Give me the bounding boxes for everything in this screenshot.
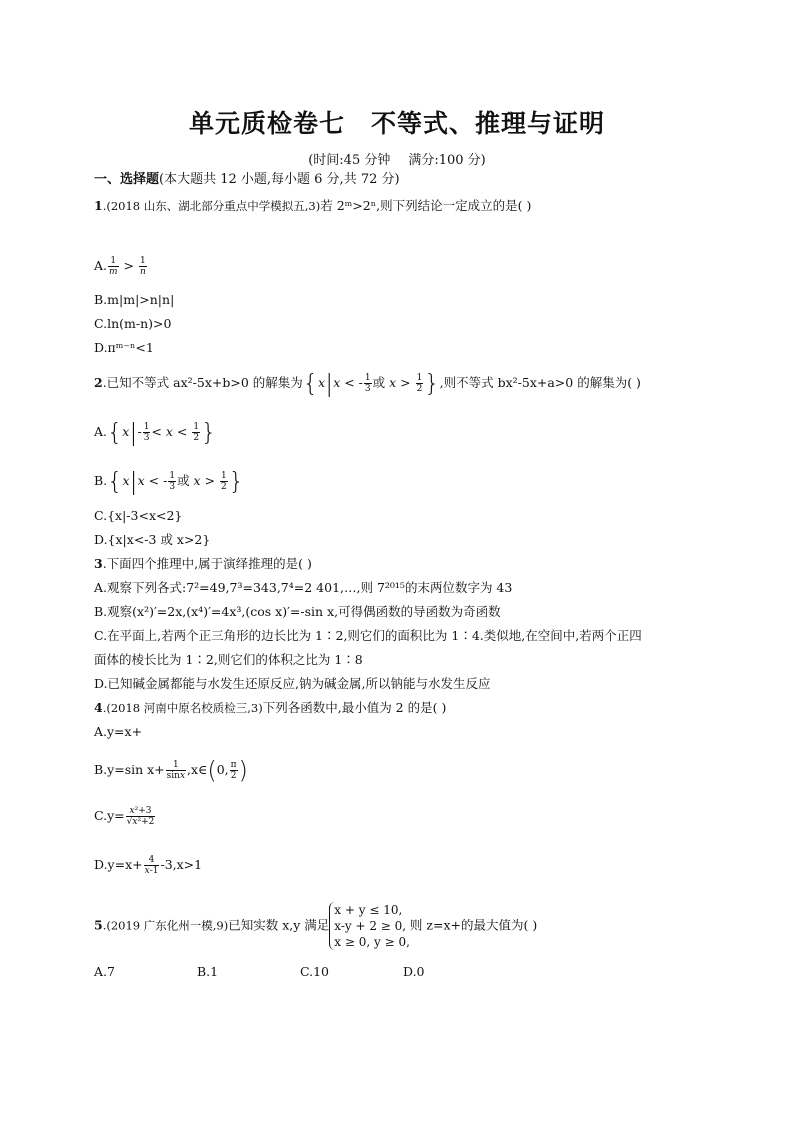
exam-score: 满分:100 分) xyxy=(408,153,486,168)
q5-option-b: B.1 xyxy=(197,964,219,979)
q4-option-c: C.y= $\frac{\text{x²+3}}{\text{√x²+2}}$ xyxy=(94,806,155,827)
q1-option-a: A. $\frac{1}{m}$ > $\frac{1}{n}$ xyxy=(94,256,146,277)
q5-option-d: D.0 xyxy=(403,964,425,979)
question-number: 4 xyxy=(94,700,103,715)
question-text-tail: 则 z=x+的最大值为( ) xyxy=(409,917,538,933)
question-source: .(2018 河南中原名校质检三,3) xyxy=(102,701,263,715)
q2-option-d: D.{x|x<-3 或 x>2} xyxy=(94,532,211,547)
question-text-tail: ,则不等式 bx²-5x+a>0 的解集为( ) xyxy=(439,375,641,390)
option-label: A. xyxy=(94,424,108,439)
page-title xyxy=(0,104,794,140)
question-text: 已知实数 x,y 满足 xyxy=(228,917,330,933)
q3-option-d: D.已知碱金属都能与水发生还原反应,钠为碱金属,所以钠能与水发生反应 xyxy=(94,676,491,691)
title-part2: 不等式、推理与证明 xyxy=(371,109,606,138)
question-number: 5 xyxy=(94,917,103,933)
section-label: 一、选择题 xyxy=(94,172,160,187)
question-5-stem xyxy=(94,902,537,950)
q2-option-b: B.{x|x < - $\frac{1}{3}$ 或 x > $\frac{1}{2}$ } xyxy=(94,467,245,496)
question-4-stem xyxy=(94,699,446,717)
q5-option-c: C.10 xyxy=(300,964,329,979)
q3-option-a: A.观察下列各式:7²=49,7³=343,7⁴=2 401,…,则 7²⁰¹⁵的末两位数字为 43 xyxy=(94,580,513,595)
question-source: .(2019 广东化州一模,9) xyxy=(102,918,229,933)
section-desc: (本大题共 12 小题,每小题 6 分,共 72 分) xyxy=(159,172,400,187)
q4-option-a: A.y=x+ xyxy=(94,724,143,739)
q1-option-b: B.m|m|>n|n| xyxy=(94,292,175,307)
question-number: 2 xyxy=(94,375,103,390)
q4-option-b: B.y=sin x+ $\frac{1}{\sin x}$ ,x∈(0, $\frac{\pi}{2}$ ) xyxy=(94,756,248,785)
option-label: C.y= xyxy=(94,808,125,823)
constraint-system: x + y ≤ 10, x-y + 2 ≥ 0, x ≥ 0, y ≥ 0, xyxy=(329,902,410,950)
option-tail: ,x∈ xyxy=(187,762,208,777)
option-label: B. xyxy=(94,473,108,488)
q5-option-a: A.7 xyxy=(94,964,115,979)
exam-time: (时间:45 分钟 xyxy=(308,153,391,168)
q5-options xyxy=(94,963,506,981)
q3-option-c-line2: 面体的棱长比为 1∶2,则它们的体积之比为 1∶8 xyxy=(94,652,363,667)
fraction: $\frac{1}{n}$ xyxy=(139,256,146,277)
question-1-stem xyxy=(94,197,531,215)
question-text: 下列各函数中,最小值为 2 的是( ) xyxy=(262,700,447,715)
question-text: 若 2ᵐ>2ⁿ,则下列结论一定成立的是( ) xyxy=(320,198,532,213)
q1-option-c: C.ln(m-n)>0 xyxy=(94,316,172,331)
question-number: 3 xyxy=(94,556,103,571)
question-text: .下面四个推理中,属于演绎推理的是( ) xyxy=(102,556,312,571)
option-label: A. xyxy=(94,258,108,273)
question-3-stem xyxy=(94,555,312,573)
option-tail: -3,x>1 xyxy=(160,857,203,872)
fraction: $\frac{1}{m}$ xyxy=(109,256,118,277)
question-number: 1 xyxy=(94,198,103,213)
section-heading xyxy=(94,171,400,189)
q2-option-c: C.{x|-3<x<2} xyxy=(94,508,183,523)
q4-option-d: D.y=x+ $\frac{4}{x-1}$ -3,x>1 xyxy=(94,855,203,876)
q3-option-b: B.观察(x²)′=2x,(x⁴)′=4x³,(cos x)′=-sin x,可得偶函数的导函数为奇函数 xyxy=(94,604,501,619)
exam-info xyxy=(0,149,794,168)
q1-option-d: D.πᵐ⁻ⁿ<1 xyxy=(94,340,154,355)
question-source: .(2018 山东、湖北部分重点中学模拟五,3) xyxy=(102,199,321,213)
q3-option-c-line1: C.在平面上,若两个正三角形的边长比为 1∶2,则它们的面积比为 1∶4.类似地,在空间中,若两个正四 xyxy=(94,628,642,643)
q2-option-a: A.{x|- $\frac{1}{3}$ < x < $\frac{1}{2}$ } xyxy=(94,418,217,447)
option-label: D.y=x+ xyxy=(94,857,143,872)
option-label: B.y=sin x+ xyxy=(94,762,165,777)
title-part1: 单元质检卷七 xyxy=(188,109,345,138)
question-text: .已知不等式 ax²-5x+b>0 的解集为 xyxy=(102,375,303,390)
question-2-stem: 2.已知不等式 ax²-5x+b>0 的解集为{x|x < - $\frac{1}{3}$ 或 x > $\frac{1}{2}$ },则不等式 bx²-5x+a>0 的解集为( ) xyxy=(94,369,641,398)
